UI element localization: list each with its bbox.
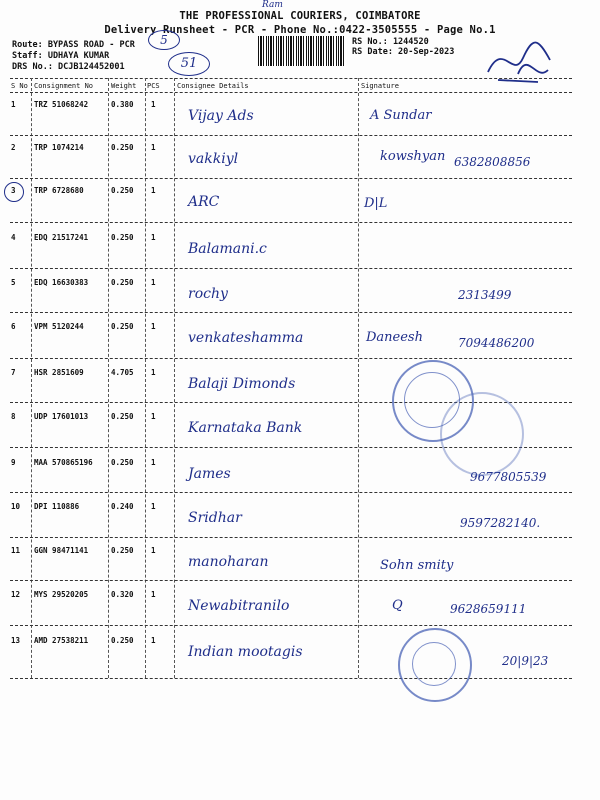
row-signature: Sohn smity [380,558,454,573]
row-weight: 0.320 [111,590,134,599]
row-pcs: 1 [151,322,156,331]
rs-date: RS Date: 20-Sep-2023 [352,47,455,57]
row-consignee-name: Newabitranilo [188,598,290,614]
row-consignee-name: Balamani.c [188,241,267,257]
company-title: THE PROFESSIONAL COURIERS, COIMBATORE [179,10,421,22]
row-weight: 0.250 [111,458,134,467]
row-consignment-no: TRZ 51068242 [34,100,89,109]
bottom-stamp-inner [412,642,456,686]
row-handwritten-note: 20|9|23 [502,654,549,668]
row-separator [10,580,572,581]
row-consignment-no: UDP 17601013 [34,412,89,421]
row-handwritten-note: 6382808856 [454,155,531,169]
row-pcs: 1 [151,278,156,287]
row-weight: 0.250 [111,233,134,242]
row-pcs: 1 [151,100,156,109]
col-divider [31,78,32,678]
row-consignment-no: AMD 27538211 [34,636,89,645]
row-consignee-name: Sridhar [188,510,242,526]
staff-label: Staff: UDHAYA KUMAR [12,51,110,61]
route-label: Route: BYPASS ROAD - PCR [12,40,135,50]
row-separator [10,358,572,359]
row-sno: 13 [11,636,21,645]
row-sno: 5 [11,278,16,287]
handwritten-annotation: Ram [262,0,283,10]
row-consignment-no: TRP 1074214 [34,143,84,152]
row-handwritten-note: 2313499 [458,288,512,302]
row-separator [10,492,572,493]
row-consignment-no: GGN 98471141 [34,546,89,555]
row-signature: D|L [364,196,388,211]
row-sno: 7 [11,368,16,377]
row-sno: 8 [11,412,16,421]
row-sno: 9 [11,458,16,467]
row-weight: 0.240 [111,502,134,511]
col-header-consignment: Consignment No [34,82,94,90]
row-pcs: 1 [151,186,156,195]
row-consignee-name: ARC [188,194,220,210]
runsheet-subtitle: Delivery Runsheet - PCR - Phone No.:0422-3505555 - Page No.1 [104,24,496,36]
row-handwritten-note: 7094486200 [458,336,535,350]
row-pcs: 1 [151,412,156,421]
row-weight: 0.250 [111,636,134,645]
row-weight: 0.380 [111,100,134,109]
row-sno: 3 [11,186,16,195]
col-header-consignee: Consignee Details [177,82,249,90]
row-sno: 2 [11,143,16,152]
col-divider [174,78,175,678]
row-consignment-no: EDQ 16630383 [34,278,89,287]
barcode [258,36,346,66]
row-consignee-name: rochy [188,286,228,302]
signature-scribble [478,30,558,90]
row-sno: 10 [11,502,21,511]
row-consignee-name: venkateshamma [188,330,304,346]
row-separator [10,625,572,626]
row-consignee-name: Balaji Dimonds [188,376,296,392]
row-separator [10,312,572,313]
row-signature: A Sundar [370,108,432,123]
rs-number: RS No.: 1244520 [352,37,429,47]
row-consignment-no: VPM 5120244 [34,322,84,331]
table-top-rule [10,78,572,79]
row-weight: 0.250 [111,278,134,287]
row-weight: 0.250 [111,412,134,421]
row-sno: 12 [11,590,21,599]
circled-count-51: 51 [168,52,210,76]
row-pcs: 1 [151,233,156,242]
row-consignee-name: manoharan [188,554,269,570]
col-header-weight: Weight [111,82,137,90]
faded-stamp [440,392,524,476]
row-3-circle-mark [4,182,24,202]
row-separator [10,222,572,223]
row-consignee-name: Indian mootagis [188,644,303,660]
row-signature: Q [392,598,403,613]
row-pcs: 1 [151,458,156,467]
row-consignee-name: vakkiyl [188,151,239,167]
row-consignee-name: Karnataka Bank [188,420,303,436]
col-divider [108,78,109,678]
row-separator [10,678,572,679]
row-sno: 6 [11,322,16,331]
row-pcs: 1 [151,590,156,599]
row-separator [10,135,572,136]
circled-count-5: 5 [148,30,180,50]
row-separator [10,268,572,269]
drs-number: DRS No.: DCJB124452001 [12,62,125,72]
row-pcs: 1 [151,143,156,152]
row-weight: 4.705 [111,368,134,377]
row-separator [10,178,572,179]
row-weight: 0.250 [111,322,134,331]
row-pcs: 1 [151,368,156,377]
row-consignment-no: TRP 6728680 [34,186,84,195]
row-pcs: 1 [151,546,156,555]
row-separator [10,537,572,538]
col-divider [145,78,146,678]
row-consignment-no: HSR 2851609 [34,368,84,377]
row-sno: 4 [11,233,16,242]
row-signature: Daneesh [366,330,423,345]
col-header-sno: S No [11,82,28,90]
row-handwritten-note: 9677805539 [470,470,547,484]
row-handwritten-note: 9597282140. [460,516,541,530]
row-handwritten-note: 9628659111 [450,602,527,616]
row-consignee-name: Vijay Ads [188,108,254,124]
row-sno: 1 [11,100,16,109]
row-sno: 11 [11,546,21,555]
row-weight: 0.250 [111,546,134,555]
row-consignment-no: DPI 110886 [34,502,80,511]
col-divider [358,78,359,678]
row-pcs: 1 [151,636,156,645]
row-weight: 0.250 [111,143,134,152]
row-consignment-no: MAA 570865196 [34,458,93,467]
col-header-pcs: PCS [147,82,160,90]
row-consignment-no: EDQ 21517241 [34,233,89,242]
table-header-rule [10,92,572,93]
row-consignment-no: MYS 29520205 [34,590,89,599]
row-consignee-name: James [188,466,231,482]
col-header-signature: Signature [361,82,399,90]
row-pcs: 1 [151,502,156,511]
row-weight: 0.250 [111,186,134,195]
row-signature: kowshyan [380,149,446,164]
